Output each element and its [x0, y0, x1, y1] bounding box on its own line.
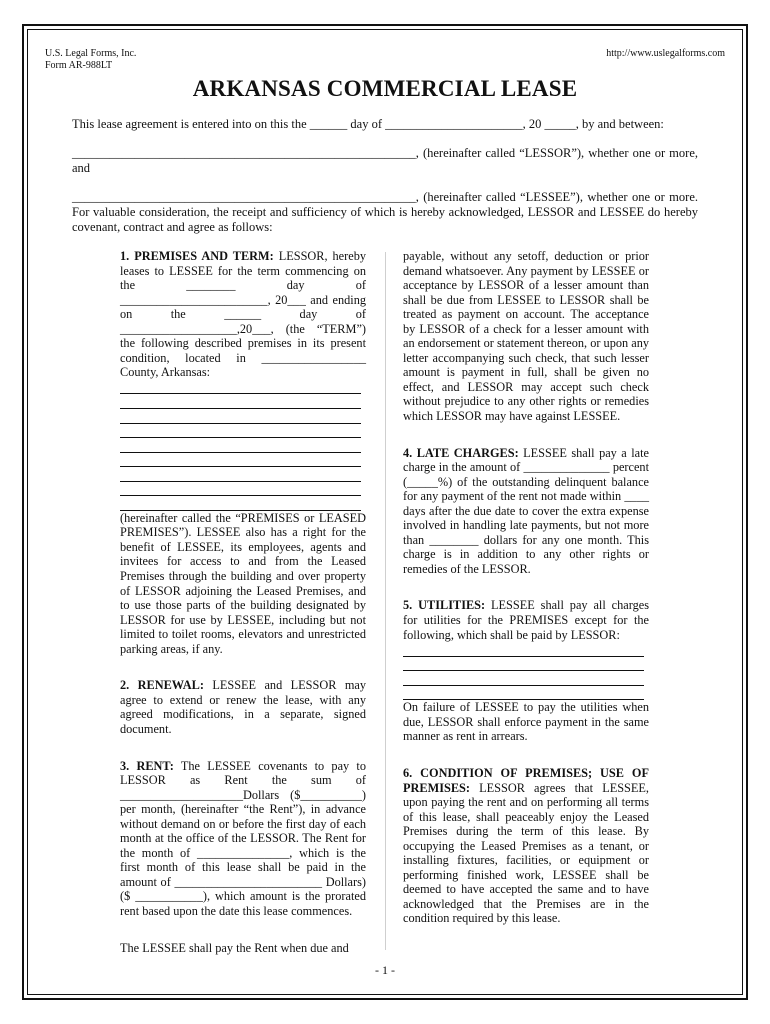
section-2-heading: 2. RENEWAL: [120, 678, 204, 693]
section-3-body: The LESSEE covenants to pay to LESSOR as Rent the sum of ____________________Dollars ($__________) per month, (hereinafter “the Rent”), in advance without demand on or before the first day of each month at the office of the LESSOR. The Rent for the month of _______________, which is the first month of this lease shall be paid in the amount of ________________________ Dollars) ($ ___________), which amount is the prorated rent based upon the date this lease commences. [120, 758, 366, 918]
section-1-continuation: (hereinafter called the “PREMISES or LEASED PREMISES”). LESSEE also has a right for the benefit of LESSEE, its employees, agents and invitees for access to and from the Leased Premises through the building and over property of LESSOR adjoining the Leased Premises, and to use those parts of the building designated by LESSOR for use by LESSEE, including but not limited to toilet rooms, elevators and unrestricted parking areas, if any. [120, 510, 366, 656]
section-2-body: LESSEE and LESSOR may agree to extend or renew the lease, with any agreed modifications, in a separate, signed document. [120, 678, 367, 736]
section-6-heading: 6. CONDITION OF PREMISES; USE OF PREMISES: [403, 765, 649, 795]
section-utilities [403, 598, 649, 642]
document-title: ARKANSAS COMMERCIAL LEASE [192, 76, 578, 101]
form-id: Form AR-988LT [45, 60, 113, 71]
section-condition-of-premises [403, 766, 649, 926]
premises-description-line [120, 438, 361, 453]
utilities-line [403, 671, 644, 686]
utilities-line [403, 642, 644, 657]
section-rent [120, 759, 366, 919]
premises-description-line [120, 394, 361, 409]
premises-description-line [120, 424, 361, 439]
section-5-continuation: On failure of LESSEE to pay the utilities when due, LESSOR shall enforce payment in the same manner as rent in arrears. [403, 700, 649, 744]
header-left [45, 48, 136, 72]
premises-description-line [120, 482, 361, 497]
section-3-continuation: The LESSEE shall pay the Rent when due and [120, 940, 349, 955]
header-url[interactable]: http://www.uslegalforms.com [606, 48, 725, 59]
premises-description-line [120, 380, 361, 395]
premises-description-line [120, 496, 361, 511]
intro-lessor-line: _______________________________________________________, (hereinafter called “LESSOR”), whether one or more, and [72, 146, 698, 175]
section-1-heading: 1. PREMISES AND TERM: [120, 249, 274, 263]
section-5-heading: 5. UTILITIES: [403, 598, 486, 613]
premises-description-line [120, 467, 361, 482]
section-4-body: LESSEE shall pay a late charge in the amount of ______________ percent (_____%) of the outstanding delinquent balance for any payment of the rent not made within ____ days after the due date to cover the extra expense involved in handling late payments, but not more than ________ dollars for any one month. This charge is in addition to any other rights or remedies of the LESSOR. [403, 445, 649, 576]
section-3-tail: payable, without any setoff, deduction or prior demand whatsoever. Any payment by LESSEE or acceptance by LESSOR of a lesser amount than shall be due from LESSEE to LESSOR shall be treated as payment on account. The acceptance by LESSOR of a check for a lesser amount with an endorsement or statement thereon, or upon any letter accompanying such check, that such lesser amount is payment in full, shall be given no effect, and LESSOR may accept such check without prejudice to any other rights or remedies which LESSOR may have against LESSEE. [403, 249, 649, 424]
section-late-charges [403, 446, 649, 577]
premises-description-line [120, 453, 361, 468]
section-6-body: LESSOR agrees that LESSEE, upon paying the rent and on performing all terms of this lease, shall peaceably enjoy the Leased Premises during the term of this lease. By occupying the Leased Premises as a tenant, or installing fixtures, facilities, or equipment or performing finished work, LESSEE shall be deemed to have accepted the same and to have acknowledged that the Premises are in the condition required by this lease. [403, 780, 649, 926]
section-5-body: LESSEE shall pay all charges for utilities for the PREMISES except for the following, which shall be paid by LESSOR: [403, 598, 649, 642]
page-number: - 1 - [375, 963, 395, 977]
section-3-heading: 3. RENT: [120, 758, 174, 773]
utilities-line [403, 657, 644, 672]
company-name: U.S. Legal Forms, Inc. [45, 48, 137, 59]
utilities-line [403, 686, 644, 701]
premises-description-line [120, 409, 361, 424]
section-1-body: LESSOR, hereby leases to LESSEE for the term commencing on the ________ day of ________________________, 20___ and ending on the ______ day of ___________________,20___, (the “TERM”) the following described premises in its present condition, located in _________________ County, Arkansas: [120, 249, 366, 380]
right-column [403, 249, 649, 926]
section-4-heading: 4. LATE CHARGES: [403, 445, 519, 460]
column-separator [385, 252, 386, 950]
section-premises-and-term [120, 249, 366, 380]
left-column [120, 249, 366, 955]
intro-date-line: This lease agreement is entered into on this the ______ day of ______________________, 20 _____, by and between: [72, 117, 664, 131]
section-renewal [120, 678, 366, 736]
intro-lessee-line: _______________________________________________________, (hereinafter called “LESSEE”), whether one or more. For valuable consideration, the receipt and sufficiency of which is hereby acknowledged, LESSOR and LESSEE do hereby covenant, contract and agree as follows: [72, 190, 698, 234]
